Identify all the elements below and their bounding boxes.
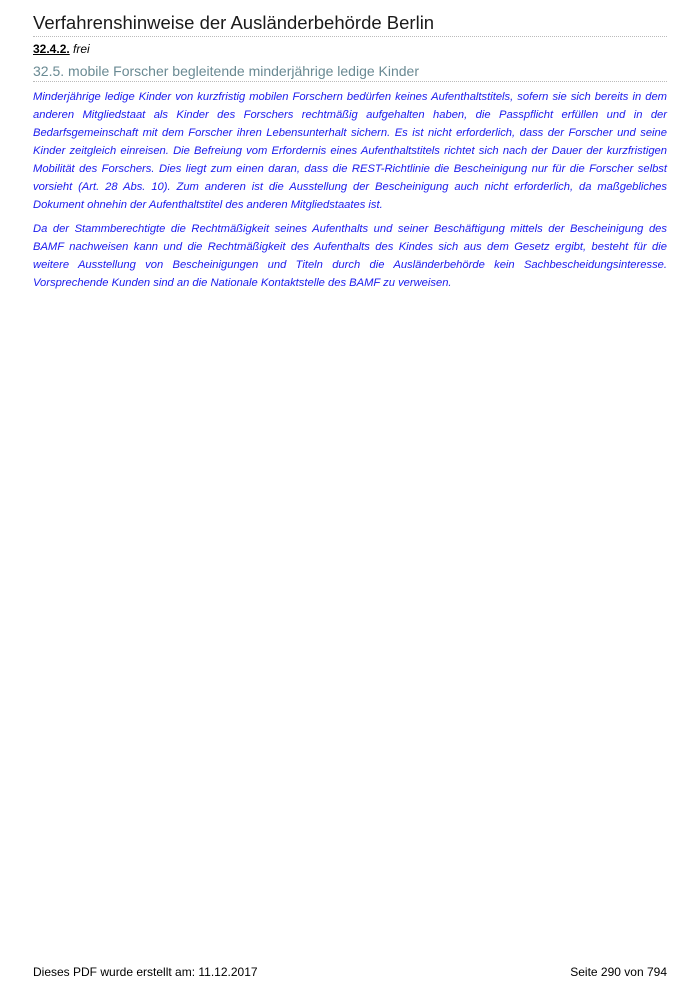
section-number-link[interactable]: 32.4.2. — [33, 42, 70, 56]
document-page — [33, 0, 667, 990]
document-title: Verfahrenshinweise der Ausländerbehörde Berlin — [33, 12, 667, 37]
section-status-text: frei — [73, 42, 90, 56]
footer-created-date: Dieses PDF wurde erstellt am: 11.12.2017 — [33, 965, 258, 979]
body-paragraph-1: Minderjährige ledige Kinder von kurzfristig mobilen Forschern bedürfen keines Aufenthaltstitels, sofern sie sich bereits in dem anderen Mitgliedstaat als Kinder des Forschers rechtmäßig aufgehalten haben, die Passpflicht erfüllen und in der Bedarfsgemeinschaft mit dem Forscher ihren Lebensunterhalt sichern. Es ist nicht erforderlich, dass der Forscher und seine Kinder zeitgleich einreisen. Die Befreiung vom Erfordernis eines Aufenthaltstitels richtet sich nach der Dauer der kurzfristigen Mobilität des Forschers. Dies liegt zum einen daran, dass die REST-Richtlinie die Bescheinigung nur für die Forscher selbst vorsieht (Art. 28 Abs. 10). Zum anderen ist die Ausstellung der Bescheinigung auch nicht erforderlich, da maßgebliches Dokument ohnehin der Aufenthaltstitel des anderen Mitgliedstaates ist. — [33, 91, 667, 211]
section-heading: 32.5. mobile Forscher begleitende minderjährige ledige Kinder — [33, 62, 667, 82]
body-paragraph-2: Da der Stammberechtigte die Rechtmäßigkeit seines Aufenthalts und seiner Beschäftigung mittels der Bescheinigung des BAMF nachweisen kann und die Rechtmäßigkeit des Aufenthalts des Kindes sich aus dem Gesetz ergibt, besteht für die weitere Ausstellung von Bescheinigungen und Titeln durch die Ausländerbehörde kein Sachbescheidungsinteresse. Vorsprechende Kunden sind an die Nationale Kontaktstelle des BAMF zu verweisen. — [33, 223, 667, 289]
footer-page-number: Seite 290 von 794 — [570, 965, 667, 979]
section-body — [33, 88, 667, 298]
section-32-4-2 — [33, 42, 90, 56]
